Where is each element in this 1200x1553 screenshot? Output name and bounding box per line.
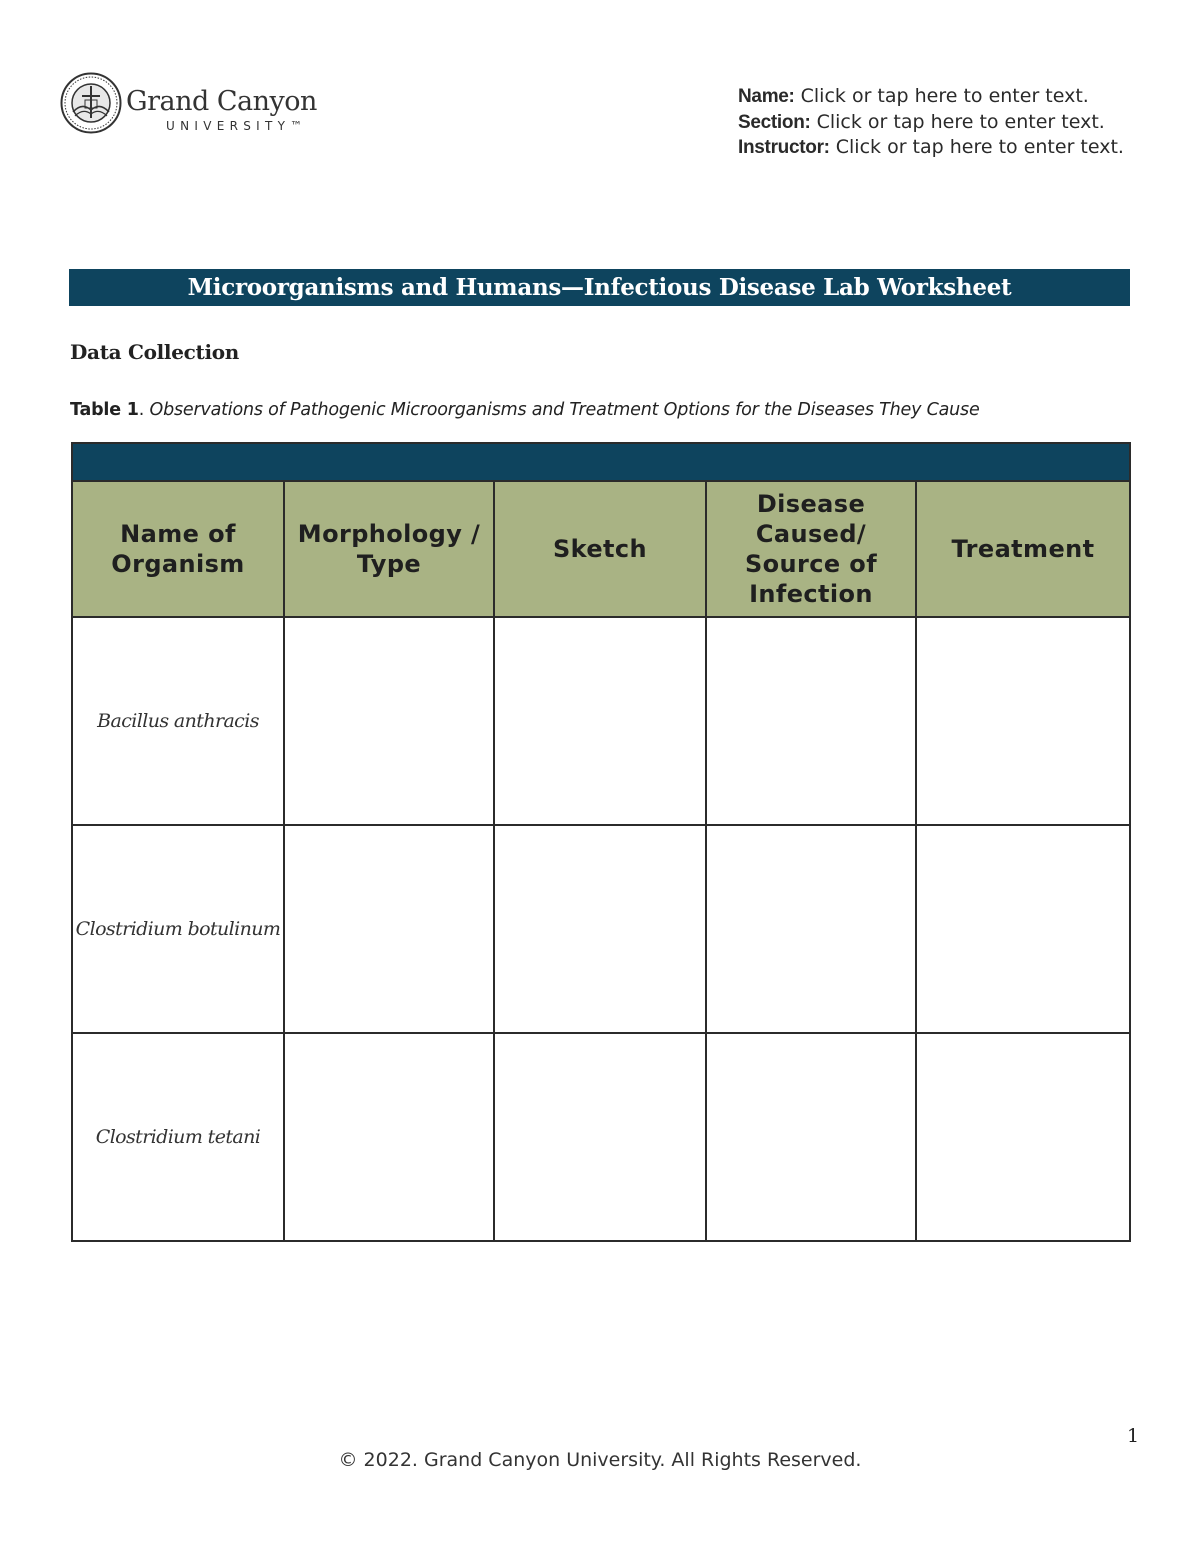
- table-row: [72, 617, 1130, 825]
- instructor-field[interactable]: Click or tap here to enter text.: [835, 136, 1124, 158]
- treatment-cell[interactable]: [916, 1033, 1130, 1241]
- section-heading: Data Collection: [70, 340, 240, 364]
- instructor-field-row: [738, 135, 1138, 161]
- table-header-row: [72, 481, 1130, 617]
- page-number: 1: [1127, 1425, 1140, 1447]
- organism-name-cell: Clostridium botulinum: [72, 825, 284, 1033]
- copyright-footer: © 2022. Grand Canyon University. All Rights Reserved.: [338, 1449, 862, 1471]
- logo-subtitle: UNIVERSITY™: [166, 119, 308, 133]
- morphology-cell[interactable]: [284, 1033, 494, 1241]
- disease-cell[interactable]: [706, 617, 916, 825]
- worksheet-title-banner: Microorganisms and Humans—Infectious Disease Lab Worksheet: [69, 269, 1130, 306]
- university-logo: [60, 72, 350, 136]
- header-name-of-organism: Name of Organism: [72, 481, 284, 617]
- logo-name: Grand Canyon: [126, 86, 317, 117]
- disease-cell[interactable]: [706, 825, 916, 1033]
- sketch-cell[interactable]: [494, 617, 706, 825]
- sketch-cell[interactable]: [494, 825, 706, 1033]
- organism-name-cell: Clostridium tetani: [72, 1033, 284, 1241]
- section-label: Section:: [738, 111, 811, 133]
- table-title-bar: [72, 443, 1130, 481]
- table-row: [72, 1033, 1130, 1241]
- observations-table: [71, 442, 1131, 1242]
- treatment-cell[interactable]: [916, 617, 1130, 825]
- header-morphology-type: Morphology / Type: [284, 481, 494, 617]
- sketch-cell[interactable]: [494, 1033, 706, 1241]
- disease-cell[interactable]: [706, 1033, 916, 1241]
- organism-name-cell: Bacillus anthracis: [72, 617, 284, 825]
- name-field[interactable]: Click or tap here to enter text.: [800, 85, 1089, 107]
- table-row: [72, 825, 1130, 1033]
- header-disease-source: Disease Caused/ Source of Infection: [706, 481, 916, 617]
- student-info: [738, 84, 1138, 161]
- table-title-bar-cell: [72, 443, 1130, 481]
- instructor-label: Instructor:: [738, 137, 830, 158]
- morphology-cell[interactable]: [284, 617, 494, 825]
- section-field-row: [738, 110, 1138, 136]
- table-caption: Table 1. Observations of Pathogenic Microorganisms and Treatment Options for the Diseases They Cause: [70, 400, 980, 420]
- name-field-row: [738, 84, 1138, 110]
- section-field[interactable]: Click or tap here to enter text.: [816, 110, 1105, 133]
- table-caption-label: Table 1: [70, 400, 139, 420]
- header-treatment: Treatment: [916, 481, 1130, 617]
- name-label: Name:: [738, 86, 795, 107]
- treatment-cell[interactable]: [916, 825, 1130, 1033]
- morphology-cell[interactable]: [284, 825, 494, 1033]
- table-caption-text: Observations of Pathogenic Microorganisms and Treatment Options for the Diseases They Cause: [149, 400, 980, 420]
- university-seal-icon: [60, 72, 122, 134]
- header-sketch: Sketch: [494, 481, 706, 617]
